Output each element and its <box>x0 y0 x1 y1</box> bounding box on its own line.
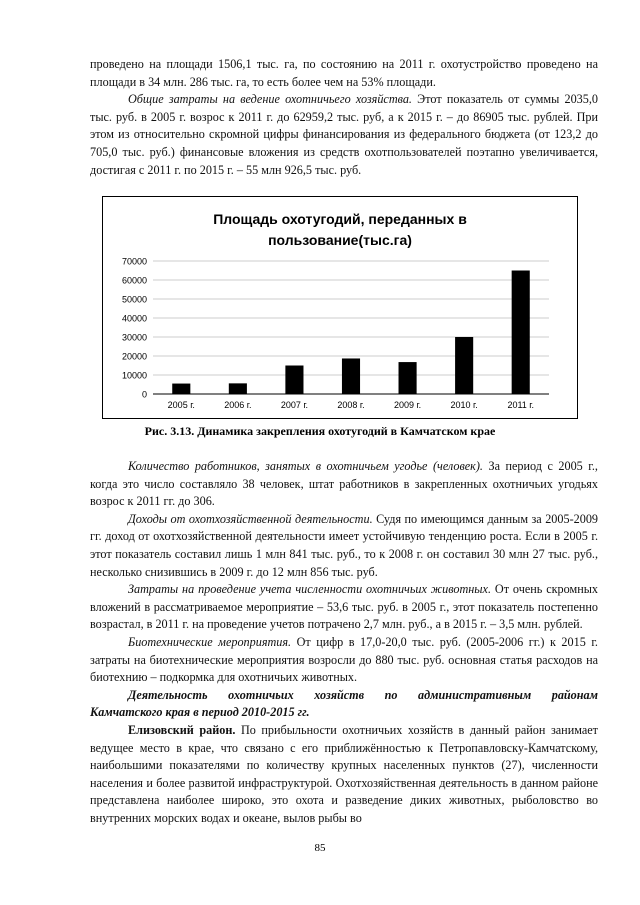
bar <box>512 271 530 395</box>
x-tick-label: 2009 г. <box>393 400 422 410</box>
y-tick-label: 10000 <box>121 370 147 381</box>
x-tick-label: 2008 г. <box>337 400 365 410</box>
figure-caption: Рис. 3.13. Динамика закрепления охотугодий в Камчатском крае <box>144 424 496 438</box>
paragraph-land-management: проведено на площади 1506,1 тыс. га, по состоянию на 2011 г. охотустройство проведено на площади в 34 млн. 286 тыс. га, то есть более чем на 53% площади. <box>90 57 598 89</box>
section-heading-line2: Камчатского края в период 2010-2015 гг. <box>90 705 310 720</box>
bar-chart-hunting-grounds <box>102 196 578 419</box>
paragraph-biotech-text: От цифр в 17,0-20,0 тыс. руб. (2005-2006 гг.) к 2015 г. затраты на биотехнические мероприятия возросли до 880 тыс. руб. основная статья расходов на биотехнию – подкормка для охотничьих животных. <box>90 634 598 685</box>
chart-plot-area <box>103 197 577 418</box>
paragraph-elizovo-text: По прибыльности охотничьих хозяйств в данный район занимает ведущее место в крае, что связано с его приближённостью к Петропавловску-Камчатскому, наибольшими показателями по количеству крупных населенных пунктов (27), численности населения и более развитой инфраструктурой. Охотхозяйственная деятельность в данном районе представлена наиболее широко, это охота и разведение диких животных, рыболовство во внутренних морских водах и океане, вылов рыбы во <box>90 722 598 825</box>
paragraph-census-costs <box>90 581 598 634</box>
paragraph-income-lead: Доходы от охотхозяйственной деятельности. <box>128 511 373 526</box>
bar <box>229 383 247 394</box>
x-tick-label: 2011 г. <box>507 400 534 410</box>
paragraph-income-text: Судя по имеющимся данным за 2005-2009 гг. доход от охотхозяйственной деятельности имеет устойчивую тенденцию роста. Если в 2005 г. этот показатель составил лишь 1 млн 841 тыс. руб., то к 2008 г. он составил 30 млн 27 тыс. руб., несколько снизившись в 2009 г. до 12 млн 856 тыс. руб. <box>90 511 599 579</box>
body-text-block <box>90 458 598 827</box>
paragraph-employees <box>90 458 598 511</box>
y-tick-label: 60000 <box>121 275 147 286</box>
chart-title-line2: пользование(тыс.га) <box>268 232 412 248</box>
bar <box>455 337 473 394</box>
top-text-block <box>90 56 598 179</box>
paragraph-biotech-lead: Биотехнические мероприятия. <box>128 634 292 649</box>
paragraph-census-costs-lead: Затраты на проведение учета численности охотничьих животных. <box>128 582 492 597</box>
x-tick-label: 2010 г. <box>450 400 478 410</box>
y-tick-label: 0 <box>141 389 147 400</box>
paragraph-census-costs-text: От очень скромных вложений в рассматриваемое мероприятие – 53,6 тыс. руб. в 2005 г., этот показатель постепенно возрастал, в 2011 г. на проведение учетов потрачено 2,7 млн. руб., а в 2015 г. – 3,5 млн. рублей. <box>90 582 599 632</box>
x-tick-label: 2005 г. <box>167 400 195 410</box>
bar <box>399 362 417 394</box>
bar <box>285 366 303 395</box>
paragraph-elizovo <box>90 722 598 828</box>
y-tick-label: 40000 <box>121 313 147 324</box>
bar <box>342 358 360 394</box>
paragraph-employees-text: За период с 2005 г., когда это число составляло 38 человек, штат работников в закрепленных охотничьих угодьях возрос к 2011 гг. до 306. <box>90 459 598 509</box>
paragraph-total-costs-lead: Общие затраты на ведение охотничьего хозяйства. <box>128 92 412 107</box>
y-tick-label: 50000 <box>121 294 147 305</box>
bar <box>172 384 190 394</box>
x-tick-label: 2007 г. <box>280 400 309 410</box>
paragraph-biotech <box>90 634 598 687</box>
chart-title-line1: Площадь охотугодий, переданных в <box>213 211 467 227</box>
y-tick-label: 30000 <box>121 332 147 343</box>
paragraph-total-costs-text: Этот показатель от суммы 2035,0 тыс. руб. в 2005 г. возрос к 2011 г. до 62959,2 тыс. руб, а к 2015 г. – до 86905 тыс. рублей. При этом из относительно скромной цифры финансирования из федерального бюджета (от 123,2 до 705,0 тыс. руб.) финансовые вложения из средств охотпользователей поэтапно увеличивается, достигая с 2011 г. по 2015 г. – 55 млн 926,5 тыс. руб. <box>90 92 598 177</box>
section-heading-line1: Деятельность охотничьих хозяйств по административным районам <box>128 687 598 702</box>
x-tick-label: 2006 г. <box>224 400 252 410</box>
y-tick-label: 20000 <box>121 351 147 362</box>
page-number: 85 <box>314 842 326 854</box>
paragraph-elizovo-lead: Елизовский район. <box>128 722 236 737</box>
paragraph-total-costs <box>90 91 598 179</box>
paragraph-employees-lead: Количество работников, занятых в охотничьем угодье (человек). <box>128 459 483 473</box>
y-tick-label: 70000 <box>121 256 147 267</box>
paragraph-income <box>90 511 598 581</box>
